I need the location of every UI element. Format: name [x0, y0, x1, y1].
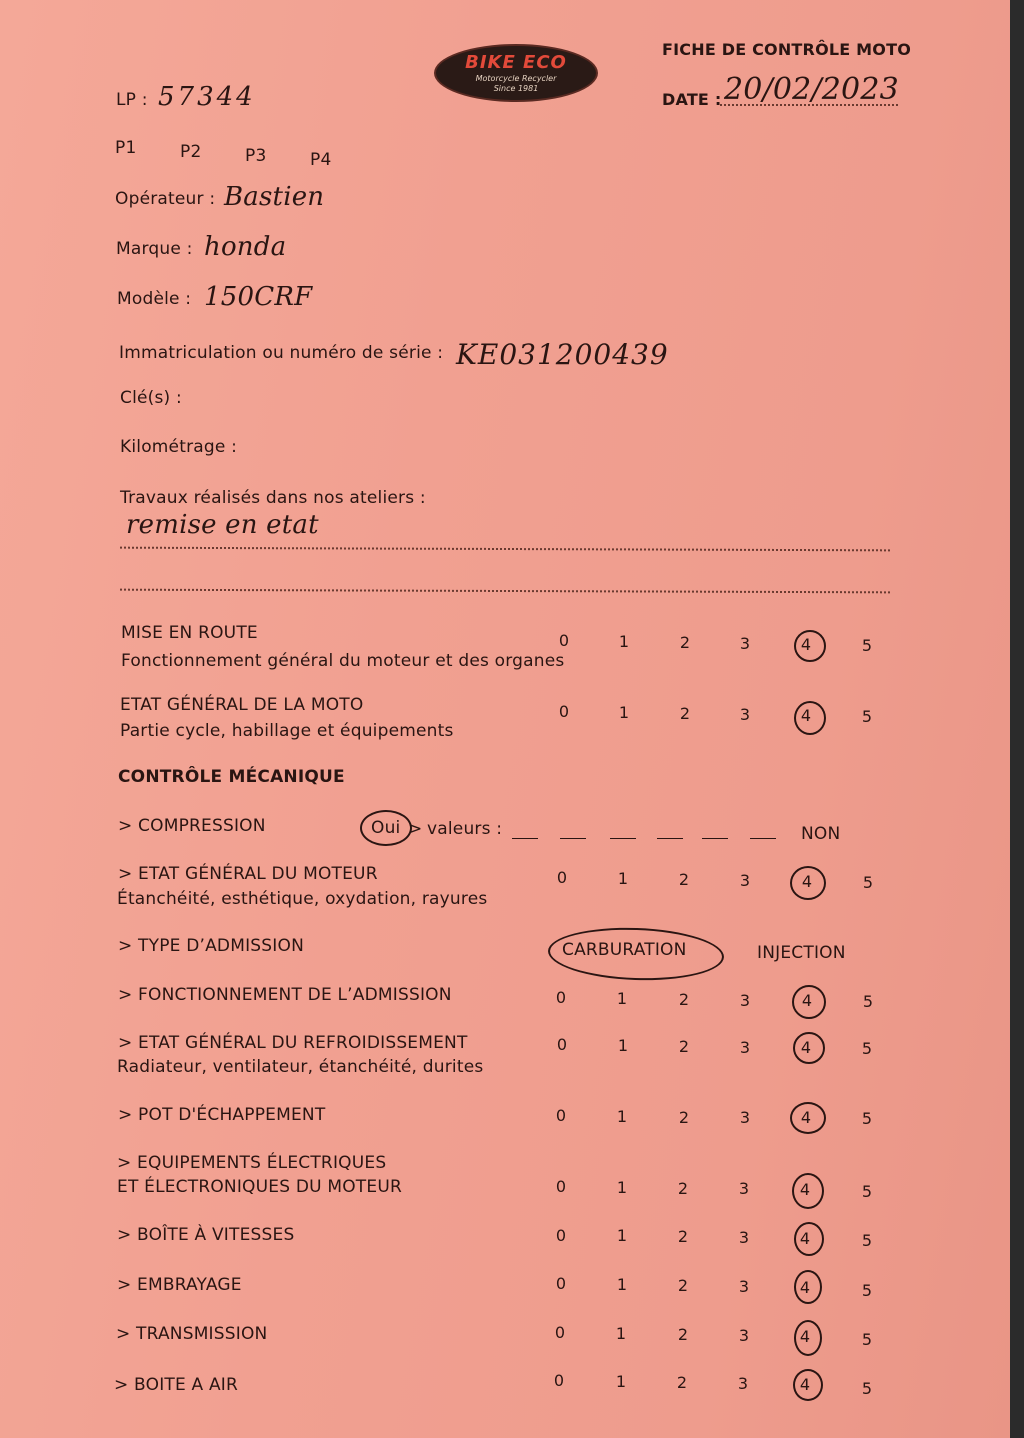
score-1[interactable]: 1 [615, 1372, 627, 1391]
score-3[interactable]: 3 [739, 705, 751, 724]
selected-circle [792, 1173, 824, 1209]
score-1[interactable]: 1 [618, 632, 630, 651]
valeur-blank-1[interactable] [512, 838, 538, 839]
score-4[interactable]: 4 [799, 1278, 811, 1297]
refroidissement-subtitle: Radiateur, ventilateur, étanchéité, durites [117, 1057, 484, 1077]
score-4[interactable]: 4 [799, 1327, 811, 1346]
immat-label: Immatriculation ou numéro de série : [119, 343, 444, 363]
selected-circle [793, 1369, 823, 1401]
compression-non[interactable]: NON [801, 824, 841, 844]
refroidissement-title: > ETAT GÉNÉRAL DU REFROIDISSEMENT [118, 1033, 468, 1053]
score-2[interactable]: 2 [678, 1108, 690, 1127]
pot-echappement-title: > POT D'ÉCHAPPEMENT [118, 1105, 326, 1125]
date-value[interactable]: 20/02/2023 [724, 72, 899, 107]
marque-label: Marque : [116, 239, 193, 259]
score-4[interactable]: 4 [800, 706, 812, 725]
compression-arrow: > [408, 819, 423, 839]
etat-moteur-title: > ETAT GÉNÉRAL DU MOTEUR [118, 864, 378, 884]
score-3[interactable]: 3 [737, 1374, 749, 1393]
logo-brand: BIKE ECO [465, 52, 567, 73]
score-1[interactable]: 1 [616, 1275, 628, 1294]
fonct-admission-title: > FONCTIONNEMENT DE L’ADMISSION [118, 985, 452, 1005]
p2-option[interactable]: P2 [180, 142, 202, 162]
cles-label: Clé(s) : [120, 388, 182, 408]
admission-injection[interactable]: INJECTION [757, 943, 846, 963]
score-0[interactable]: 0 [555, 988, 567, 1007]
score-0[interactable]: 0 [556, 868, 568, 887]
form-title: FICHE DE CONTRÔLE MOTO [662, 40, 912, 59]
score-3[interactable]: 3 [738, 1179, 750, 1198]
immat-value[interactable]: KE031200439 [456, 338, 669, 371]
score-2[interactable]: 2 [676, 1373, 688, 1392]
score-0[interactable]: 0 [553, 1371, 565, 1390]
score-5[interactable]: 5 [861, 1330, 873, 1349]
marque-value[interactable]: honda [204, 232, 287, 262]
operateur-value[interactable]: Bastien [224, 182, 325, 212]
score-2[interactable]: 2 [677, 1325, 689, 1344]
valeur-blank-4[interactable] [657, 838, 683, 839]
score-2[interactable]: 2 [678, 870, 690, 889]
score-5[interactable]: 5 [862, 992, 874, 1011]
score-2[interactable]: 2 [678, 1037, 690, 1056]
score-1[interactable]: 1 [616, 1226, 628, 1245]
compression-valeurs: valeurs : [427, 819, 503, 839]
score-2[interactable]: 2 [679, 633, 691, 652]
p3-option[interactable]: P3 [245, 146, 267, 166]
kilometrage-label: Kilométrage : [120, 437, 238, 457]
valeur-blank-2[interactable] [560, 838, 586, 839]
valeur-blank-6[interactable] [750, 838, 776, 839]
boite-air-title: > BOITE A AIR [114, 1375, 239, 1395]
score-1[interactable]: 1 [617, 869, 629, 888]
score-5[interactable]: 5 [861, 1231, 873, 1250]
score-3[interactable]: 3 [738, 1277, 750, 1296]
selected-circle [793, 1032, 825, 1064]
equip-electriques-subtitle: ET ÉLECTRONIQUES DU MOTEUR [117, 1177, 402, 1197]
valeur-blank-3[interactable] [610, 838, 636, 839]
score-2[interactable]: 2 [677, 1179, 689, 1198]
p1-option[interactable]: P1 [115, 138, 137, 158]
score-4[interactable]: 4 [799, 1375, 811, 1394]
score-1[interactable]: 1 [616, 1178, 628, 1197]
selected-circle [794, 701, 826, 735]
equip-electriques-title: > EQUIPEMENTS ÉLECTRIQUES [117, 1153, 387, 1173]
travaux-line-1 [120, 547, 890, 552]
mise-en-route-subtitle: Fonctionnement général du moteur et des organes [121, 651, 565, 671]
selected-circle [792, 985, 826, 1019]
selected-circle [794, 630, 826, 662]
carburation-selected-oval [547, 925, 725, 983]
selected-circle [790, 1102, 826, 1134]
score-0[interactable]: 0 [555, 1226, 567, 1245]
logo-since: Since 1981 [493, 84, 539, 93]
selected-circle [794, 1270, 822, 1304]
compression-oui[interactable]: Oui [371, 818, 401, 838]
logo-subtitle: Motorcycle Recycler [475, 74, 557, 83]
travaux-line-2 [120, 589, 890, 594]
score-1[interactable]: 1 [616, 1107, 628, 1126]
transmission-title: > TRANSMISSION [116, 1324, 268, 1344]
bike-eco-logo [434, 44, 598, 102]
type-admission-label: > TYPE D’ADMISSION [118, 936, 305, 956]
score-2[interactable]: 2 [677, 1227, 689, 1246]
score-1[interactable]: 1 [617, 1036, 629, 1055]
score-1[interactable]: 1 [618, 703, 630, 722]
score-0[interactable]: 0 [558, 702, 570, 721]
score-5[interactable]: 5 [861, 1109, 873, 1128]
score-0[interactable]: 0 [555, 1274, 567, 1293]
score-4[interactable]: 4 [800, 1038, 812, 1057]
score-5[interactable]: 5 [861, 1379, 873, 1398]
operateur-label: Opérateur : [115, 189, 216, 209]
boite-vitesses-title: > BOÎTE À VITESSES [117, 1225, 295, 1245]
score-2[interactable]: 2 [677, 1276, 689, 1295]
travaux-label: Travaux réalisés dans nos ateliers : [120, 488, 426, 508]
p4-option[interactable]: P4 [310, 150, 332, 170]
score-4[interactable]: 4 [800, 635, 812, 654]
lp-value[interactable]: 57344 [158, 82, 256, 112]
score-3[interactable]: 3 [739, 1108, 751, 1127]
score-1[interactable]: 1 [615, 1324, 627, 1343]
score-5[interactable]: 5 [861, 1182, 873, 1201]
date-label: DATE : [662, 90, 722, 109]
score-0[interactable]: 0 [558, 631, 570, 650]
score-5[interactable]: 5 [861, 636, 873, 655]
embrayage-title: > EMBRAYAGE [117, 1275, 242, 1295]
travaux-value[interactable]: remise en etat [126, 510, 319, 540]
etat-moteur-subtitle: Étanchéité, esthétique, oxydation, rayures [117, 889, 488, 909]
background-edge [1010, 0, 1024, 1438]
score-4[interactable]: 4 [800, 1108, 812, 1127]
score-4[interactable]: 4 [801, 991, 813, 1010]
score-4[interactable]: 4 [801, 872, 813, 891]
score-1[interactable]: 1 [616, 989, 628, 1008]
score-5[interactable]: 5 [862, 873, 874, 892]
score-4[interactable]: 4 [799, 1229, 811, 1248]
etat-moto-subtitle: Partie cycle, habillage et équipements [120, 721, 454, 741]
selected-circle [794, 1320, 822, 1356]
score-3[interactable]: 3 [739, 871, 751, 890]
modele-label: Modèle : [117, 289, 192, 309]
etat-moto-title: ETAT GÉNÉRAL DE LA MOTO [120, 695, 364, 715]
score-4[interactable]: 4 [799, 1180, 811, 1199]
score-0[interactable]: 0 [555, 1177, 567, 1196]
score-3[interactable]: 3 [739, 634, 751, 653]
score-2[interactable]: 2 [678, 990, 690, 1009]
selected-circle [790, 866, 826, 900]
score-0[interactable]: 0 [555, 1106, 567, 1125]
compression-label: > COMPRESSION [118, 816, 266, 836]
lp-label: LP : [116, 90, 148, 110]
section-title: CONTRÔLE MÉCANIQUE [118, 767, 345, 787]
admission-carburation[interactable]: CARBURATION [562, 940, 687, 960]
valeur-blank-5[interactable] [702, 838, 728, 839]
score-5[interactable]: 5 [861, 1039, 873, 1058]
score-3[interactable]: 3 [738, 1228, 750, 1247]
oui-selected-oval [360, 810, 412, 846]
score-0[interactable]: 0 [556, 1035, 568, 1054]
score-3[interactable]: 3 [738, 1326, 750, 1345]
mise-en-route-title: MISE EN ROUTE [121, 623, 258, 643]
score-5[interactable]: 5 [861, 1281, 873, 1300]
score-2[interactable]: 2 [679, 704, 691, 723]
selected-circle [794, 1222, 824, 1256]
modele-value[interactable]: 150CRF [204, 282, 313, 312]
score-3[interactable]: 3 [739, 1038, 751, 1057]
score-5[interactable]: 5 [861, 707, 873, 726]
score-0[interactable]: 0 [554, 1323, 566, 1342]
score-3[interactable]: 3 [739, 991, 751, 1010]
